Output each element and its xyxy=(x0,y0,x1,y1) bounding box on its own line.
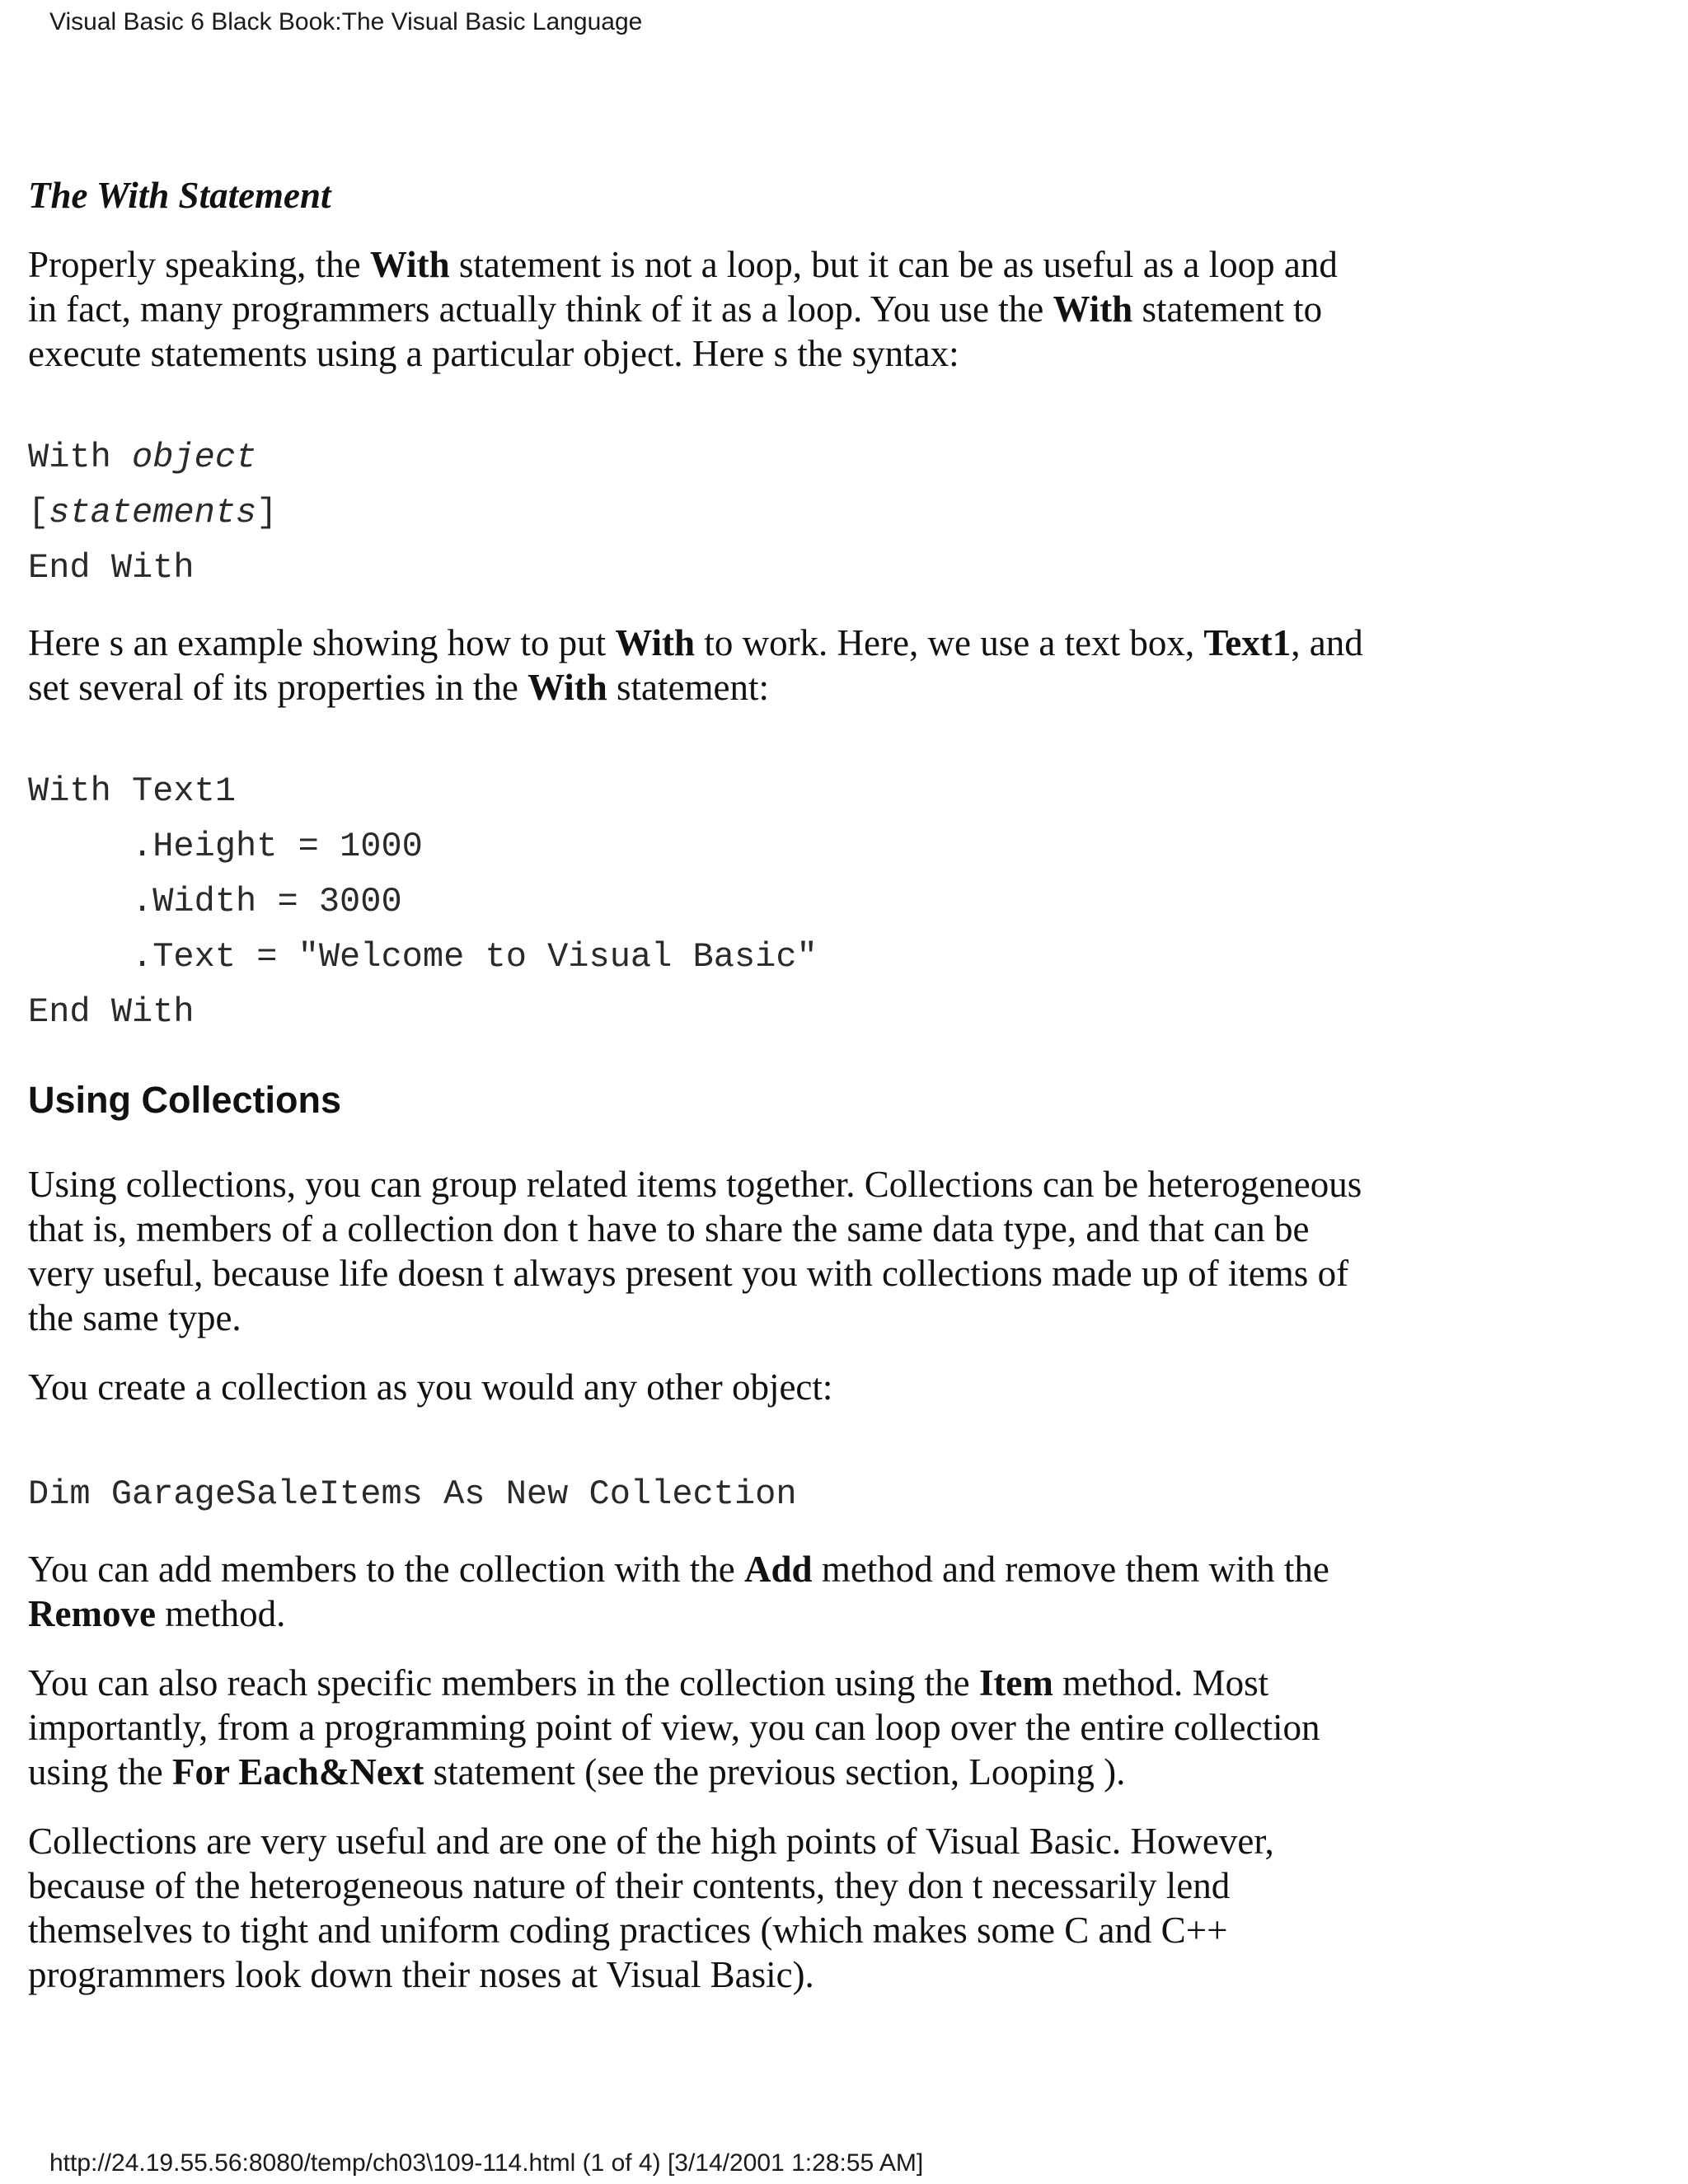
code-block-dim-collection xyxy=(28,1467,1363,1522)
code-line: .Width = 3000 xyxy=(28,882,402,921)
keyword-with: With xyxy=(369,244,450,285)
keyword-with: With xyxy=(528,667,607,708)
paragraph-create-collection: You create a collection as you would any other object: xyxy=(28,1366,833,1408)
paragraph-add-remove: You can add members to the collection with the Add method and remove them with the Remove method. xyxy=(28,1549,1329,1634)
code-line: With object xyxy=(28,438,257,477)
keyword-text1: Text1 xyxy=(1203,622,1292,663)
page-footer: http://24.19.55.56:8080/temp/ch03\109-114.html (1 of 4) [3/14/2001 1:28:55 AM] xyxy=(49,2149,924,2177)
code-line: Dim GarageSaleItems As New Collection xyxy=(28,1474,797,1514)
keyword-item: Item xyxy=(978,1662,1053,1704)
keyword-with: With xyxy=(1053,288,1133,330)
keyword-with: With xyxy=(615,622,696,663)
code-line: [statements] xyxy=(28,493,278,532)
section-title-with-statement: The With Statement xyxy=(28,175,331,216)
code-line: With Text1 xyxy=(28,771,237,811)
paragraph-item-method: You can also reach specific members in the collection using the Item method. Most importantly, from a programming point of view, you can loop over the entire collection using the For Each&Next statement (see the previous section, Looping ). xyxy=(28,1662,1320,1793)
code-line: .Height = 1000 xyxy=(28,827,423,866)
code-line: End With xyxy=(28,548,195,588)
keyword-remove: Remove xyxy=(28,1593,156,1634)
page-header: Visual Basic 6 Black Book:The Visual Basic Language xyxy=(49,8,643,35)
keyword-add: Add xyxy=(744,1549,813,1590)
section-title-using-collections: Using Collections xyxy=(28,1079,342,1121)
paragraph-with-intro: Properly speaking, the With statement is not a loop, but it can be as useful as a loop and in fact, many programmers actually think of it as a loop. You use the With statement to execute statements using a particular object. Here s the syntax: xyxy=(28,244,1338,374)
keyword-for-each-next: For Each&Next xyxy=(172,1751,424,1793)
main-content xyxy=(28,173,1363,2022)
code-line: End With xyxy=(28,992,195,1032)
code-block-example xyxy=(28,764,1363,1040)
paragraph-collections-intro: Using collections, you can group related items together. Collections can be heterogeneous that is, members of a collection don t have to share the same data type, and that can be very useful, because life doesn t always present you with collections made up of items of the same type. xyxy=(28,1164,1362,1338)
paragraph-collections-summary: Collections are very useful and are one of the high points of Visual Basic. However, because of the heterogeneous nature of their contents, they don t necessarily lend themselves to tight and uniform coding practices (which makes some C and C++ programmers look down their noses at Visual Basic). xyxy=(28,1821,1274,1995)
paragraph-with-example: Here s an example showing how to put With to work. Here, we use a text box, Text1, and set several of its properties in the With statement: xyxy=(28,622,1363,708)
code-line: .Text = "Welcome to Visual Basic" xyxy=(28,937,818,977)
code-block-syntax xyxy=(28,430,1363,596)
